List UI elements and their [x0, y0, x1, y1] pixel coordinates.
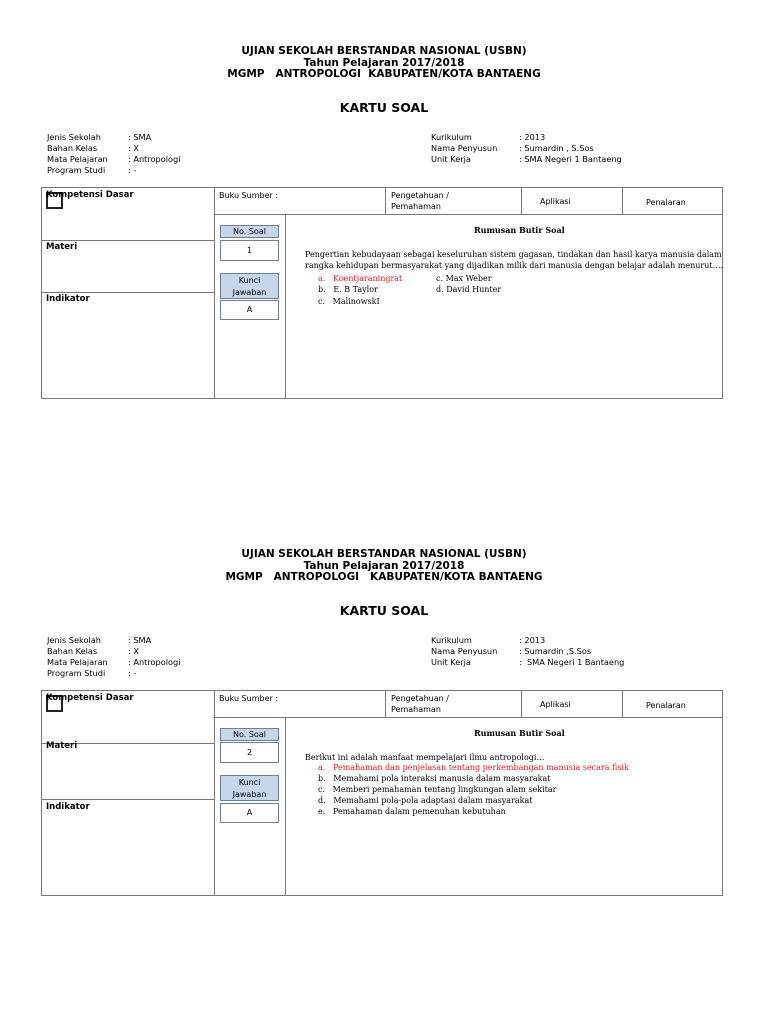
meta-right	[431, 132, 622, 165]
option-c2	[318, 297, 380, 306]
option-text: E. B Taylor	[333, 285, 378, 294]
meta-right	[431, 635, 624, 668]
meta-left	[47, 635, 181, 679]
exam-header	[0, 549, 768, 584]
question-text: Berikut ini adalah manfaat mempelajari ilmu antropologi…	[305, 753, 545, 762]
meta-label: Bahan Kelas	[47, 646, 98, 656]
meta-value: : Antropologi	[128, 154, 181, 164]
option-letter: d.	[436, 285, 444, 294]
materi-label: Materi	[46, 741, 78, 751]
option-letter: d.	[318, 796, 326, 805]
option-text: David Hunter	[446, 285, 502, 294]
pemahaman-text: Pemahaman	[391, 202, 441, 211]
kunci-text: Kunci	[238, 276, 261, 285]
rumusan-butir-soal-heading: Rumusan Butir Soal	[474, 225, 565, 235]
option-d	[318, 796, 532, 805]
divider	[214, 214, 722, 215]
meta-label: Unit Kerja	[431, 657, 471, 667]
divider	[521, 691, 522, 717]
meta-value: : 2013	[519, 132, 546, 142]
divider	[214, 717, 722, 718]
meta-label: Jenis Sekolah	[47, 132, 101, 142]
kunci-jawaban-label	[220, 775, 279, 801]
option-b	[318, 285, 378, 294]
indikator-label: Indikator	[46, 294, 90, 304]
meta-value: : Sumardin ,S.Sos	[519, 646, 592, 656]
divider	[521, 188, 522, 214]
meta-label: Mata Pelajaran	[47, 657, 108, 667]
jawaban-text: Jawaban	[232, 288, 267, 297]
option-letter: a.	[318, 763, 326, 772]
option-text: Koentjaraningrat	[332, 274, 403, 283]
meta-label: Unit Kerja	[431, 154, 471, 164]
option-e	[318, 807, 506, 816]
meta-label: Kurikulum	[431, 132, 472, 142]
pengetahuan-label	[391, 693, 449, 715]
question-line: Pengertian kebudayaan sebagai keseluruhan sistem gagasan, tindakan dan hasil karya manusia dalam	[305, 250, 722, 259]
divider	[385, 188, 386, 214]
meta-value: : Antropologi	[128, 657, 181, 667]
divider	[42, 799, 214, 800]
option-a	[318, 763, 629, 772]
divider	[622, 691, 623, 717]
option-letter: a.	[318, 274, 326, 283]
pengetahuan-text: Pengetahuan /	[391, 191, 449, 200]
divider	[385, 691, 386, 717]
question-line: rangka kehidupan bermasyarakat yang dijadikan milik dari manusia dengan belajar adalah menurut….	[305, 261, 724, 271]
kunci-jawaban-label	[220, 273, 279, 299]
option-text: Memahami pola-pola adaptasi dalam masyarakat	[333, 796, 533, 805]
option-text: MalinowskI	[332, 297, 380, 306]
meta-value: : -	[128, 668, 137, 678]
penalaran-label: Penalaran	[646, 198, 686, 207]
option-a	[318, 274, 402, 283]
mgmp-line: MGMP ANTROPOLOGI KABUPATEN/KOTA BANTAENG	[225, 571, 543, 583]
penalaran-label: Penalaran	[646, 701, 686, 710]
meta-value: : Sumardin , S.Sos	[519, 143, 594, 153]
academic-year: Tahun Pelajaran 2017/2018	[303, 559, 465, 572]
meta-label: Nama Penyusun	[431, 143, 498, 153]
option-letter: c.	[436, 274, 444, 283]
meta-label: Bahan Kelas	[47, 143, 98, 153]
card-title: KARTU SOAL	[339, 100, 429, 115]
divider	[622, 188, 623, 214]
meta-value: : SMA	[128, 132, 152, 142]
option-letter: e.	[318, 807, 326, 816]
exam-title: UJIAN SEKOLAH BERSTANDAR NASIONAL (USBN)	[241, 548, 527, 560]
mgmp-line: MGMP ANTROPOLOGI KABUPATEN/KOTA BANTAENG	[227, 68, 541, 80]
divider	[285, 215, 286, 398]
divider	[42, 240, 214, 241]
divider	[214, 188, 215, 398]
option-d	[436, 285, 501, 294]
meta-label: Program Studi	[47, 668, 106, 678]
meta-value: : X	[128, 143, 139, 153]
divider	[285, 718, 286, 895]
pemahaman-text: Pemahaman	[391, 705, 441, 714]
question-text	[305, 249, 723, 271]
soal-table	[41, 690, 723, 896]
rumusan-butir-soal-heading: Rumusan Butir Soal	[474, 728, 565, 738]
exam-header	[0, 46, 768, 81]
option-text: Memberi pemahaman tentang lingkungan alam sekitar	[332, 785, 557, 794]
meta-value: : SMA	[128, 635, 152, 645]
option-letter: b.	[318, 285, 326, 294]
meta-left	[47, 132, 181, 176]
soal-table	[41, 187, 723, 399]
indikator-label: Indikator	[46, 802, 90, 812]
meta-value: : SMA Negeri 1 Bantaeng	[519, 154, 622, 164]
option-text: Memahami pola interaksi manusia dalam masyarakat	[333, 774, 551, 783]
meta-label: Program Studi	[47, 165, 106, 175]
meta-value: : 2013	[519, 635, 546, 645]
pengetahuan-text: Pengetahuan /	[391, 694, 449, 703]
meta-label: Mata Pelajaran	[47, 154, 108, 164]
jawaban-text: Jawaban	[232, 790, 267, 799]
option-letter: b.	[318, 774, 326, 783]
meta-value: : X	[128, 646, 139, 656]
buku-sumber-label: Buku Sumber :	[219, 191, 279, 200]
option-text: Max Weber	[445, 274, 492, 283]
kunci-text: Kunci	[238, 778, 261, 787]
meta-label: Nama Penyusun	[431, 646, 498, 656]
meta-value: : -	[128, 165, 137, 175]
materi-label: Materi	[46, 242, 78, 252]
pengetahuan-label	[391, 190, 449, 212]
card-title: KARTU SOAL	[339, 603, 429, 618]
aplikasi-label: Aplikasi	[540, 197, 571, 206]
kompetensi-dasar-label: Kompetensi Dasar	[46, 693, 134, 703]
option-letter: c.	[318, 297, 326, 306]
buku-sumber-label: Buku Sumber :	[219, 694, 279, 703]
kunci-jawaban-value: A	[220, 300, 279, 320]
aplikasi-label: Aplikasi	[540, 700, 571, 709]
academic-year: Tahun Pelajaran 2017/2018	[303, 56, 465, 69]
option-c	[318, 785, 556, 794]
option-b	[318, 774, 550, 783]
divider	[214, 691, 215, 895]
no-soal-value: 1	[220, 240, 279, 261]
meta-label: Jenis Sekolah	[47, 635, 101, 645]
option-letter: c.	[318, 785, 326, 794]
no-soal-label: No. Soal	[220, 225, 279, 238]
option-text: Pemahaman dalam pemenuhan kebutuhan	[332, 807, 506, 816]
kompetensi-dasar-label: Kompetensi Dasar	[46, 190, 134, 200]
divider	[42, 292, 214, 293]
meta-value: : SMA Negeri 1 Bantaeng	[519, 657, 625, 667]
option-text: Pemahaman dan penjelasan tentang perkembangan manusia secara fisik	[332, 763, 629, 772]
kunci-jawaban-value: A	[220, 803, 279, 823]
option-c	[436, 274, 492, 283]
meta-label: Kurikulum	[431, 635, 472, 645]
exam-title: UJIAN SEKOLAH BERSTANDAR NASIONAL (USBN)	[241, 45, 527, 57]
no-soal-label: No. Soal	[220, 728, 279, 741]
no-soal-value: 2	[220, 742, 279, 763]
